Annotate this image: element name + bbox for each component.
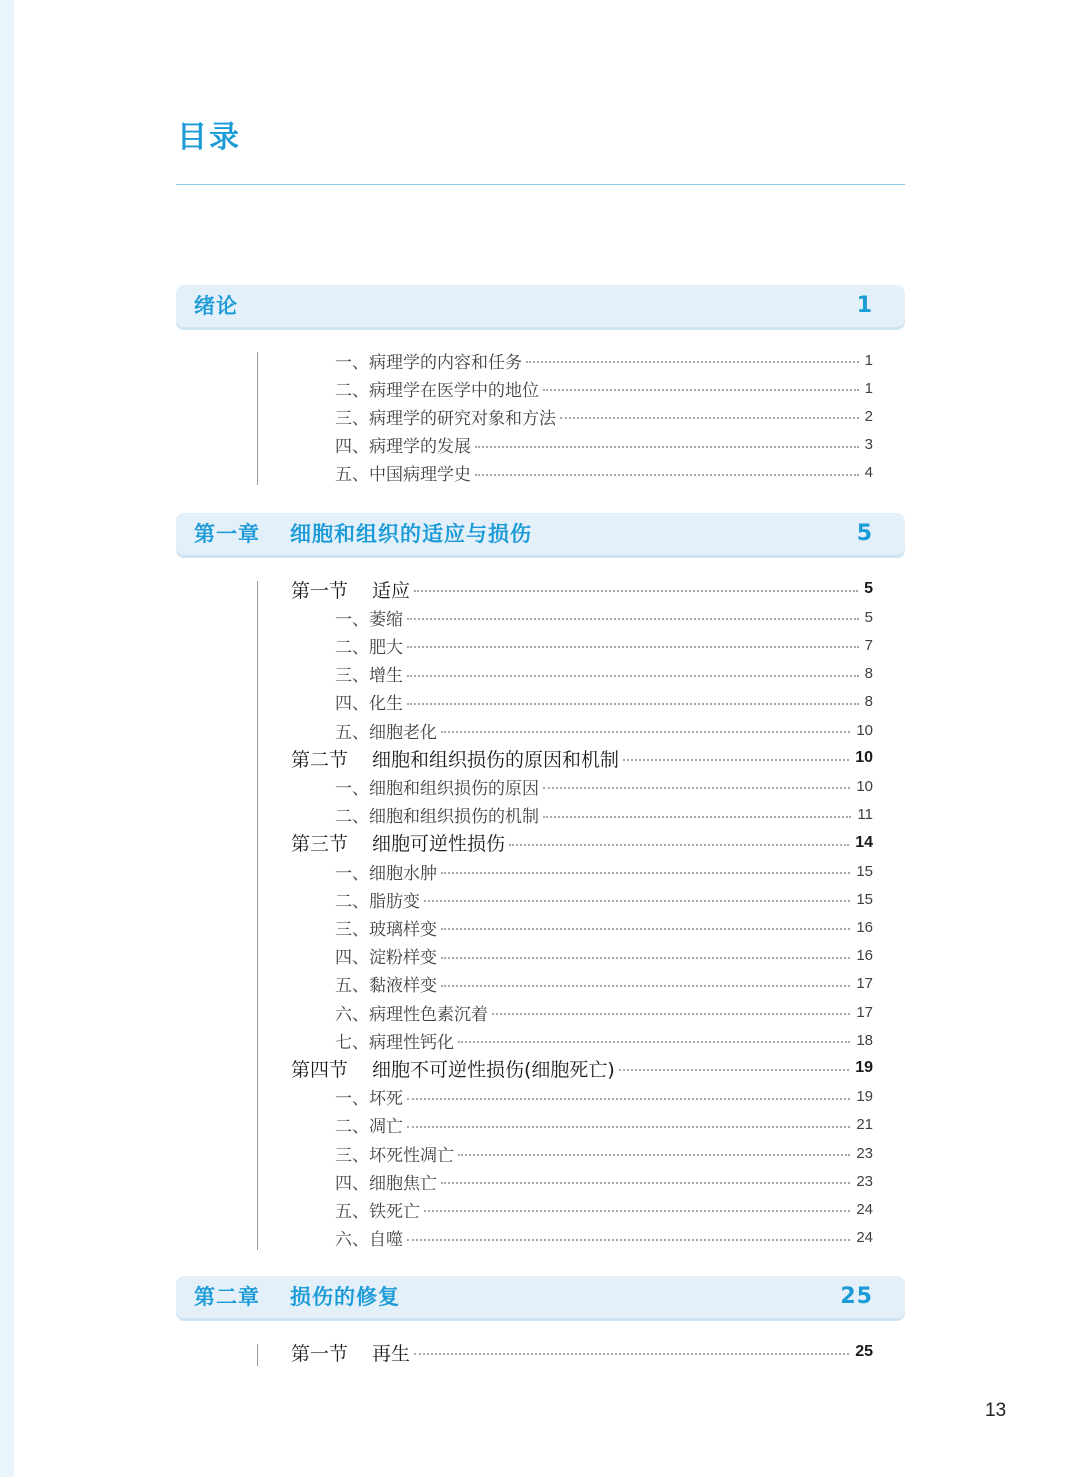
entry-page: 5 <box>864 580 873 597</box>
entry-label: 七、病理性钙化 <box>335 1032 454 1053</box>
toc-item-entry[interactable] <box>335 633 873 657</box>
dot-leader <box>424 1210 850 1212</box>
dot-leader <box>441 928 850 930</box>
entry-page: 15 <box>856 890 873 908</box>
section-number: 第二节 <box>291 748 349 771</box>
entry-page: 4 <box>864 464 873 482</box>
toc-item-entry[interactable] <box>335 1085 873 1109</box>
dot-leader <box>424 900 850 902</box>
entry-page: 25 <box>855 1343 873 1360</box>
toc-item-entry[interactable] <box>335 348 873 372</box>
section-title: 细胞可逆性损伤 <box>372 833 506 856</box>
entry-page: 18 <box>856 1031 873 1049</box>
chapter-heading[interactable] <box>176 1276 905 1318</box>
entry-label: 四、细胞焦亡 <box>335 1173 437 1194</box>
entry-label: 四、病理学的发展 <box>335 437 471 458</box>
entry-label <box>291 576 410 603</box>
entry-label <box>291 1339 410 1366</box>
entry-page: 5 <box>864 608 873 626</box>
entry-label: 二、肥大 <box>335 637 403 658</box>
dot-leader <box>509 844 849 846</box>
dot-leader <box>441 957 850 959</box>
dot-leader <box>441 1182 850 1184</box>
entry-page: 17 <box>856 1003 873 1021</box>
dot-leader <box>543 787 850 789</box>
toc-item-entry[interactable] <box>335 433 873 457</box>
entry-label: 一、坏死 <box>335 1089 403 1110</box>
entry-page: 7 <box>864 636 873 654</box>
toc-item-entry[interactable] <box>335 1226 873 1250</box>
chapter-number: 第一章 <box>194 522 260 546</box>
dot-leader <box>619 1069 849 1071</box>
entry-label <box>291 829 505 856</box>
dot-leader <box>526 361 859 363</box>
dot-leader <box>623 759 849 761</box>
toc-item-entry[interactable] <box>335 718 873 742</box>
entry-label: 四、化生 <box>335 694 403 715</box>
entry-label <box>291 1055 615 1082</box>
entry-label: 五、铁死亡 <box>335 1201 420 1222</box>
dot-leader <box>458 1041 850 1043</box>
dot-leader <box>475 474 859 476</box>
dot-leader <box>407 1126 850 1128</box>
entry-label: 二、凋亡 <box>335 1117 403 1138</box>
entry-label: 四、淀粉样变 <box>335 948 437 969</box>
entry-label: 五、细胞老化 <box>335 722 437 743</box>
entry-page: 17 <box>856 975 873 993</box>
dot-leader <box>441 872 850 874</box>
entry-page: 23 <box>856 1144 873 1162</box>
entry-label: 三、坏死性凋亡 <box>335 1145 454 1166</box>
entry-label: 五、黏液样变 <box>335 976 437 997</box>
entry-page: 24 <box>856 1200 873 1218</box>
section-title: 适应 <box>372 579 411 602</box>
toc-item-entry[interactable] <box>335 944 873 968</box>
toc-item-entry[interactable] <box>335 1000 873 1024</box>
chapter-number: 第二章 <box>194 1285 260 1309</box>
toc-item-entry[interactable] <box>335 1113 873 1137</box>
toc-item-entry[interactable] <box>335 404 873 428</box>
dot-leader <box>458 1154 850 1156</box>
chapter-title: 损伤的修复 <box>290 1285 400 1309</box>
entry-page: 16 <box>856 947 873 965</box>
toc-item-entry[interactable] <box>335 1197 873 1221</box>
entry-label: 一、病理学的内容和任务 <box>335 352 522 373</box>
section-number: 第三节 <box>291 833 349 856</box>
toc-item-entry[interactable] <box>335 972 873 996</box>
toc-item-entry[interactable] <box>335 376 873 400</box>
title-divider <box>176 184 905 185</box>
entry-page: 21 <box>856 1116 873 1134</box>
entry-label: 三、玻璃样变 <box>335 919 437 940</box>
toc-item-entry[interactable] <box>335 1028 873 1052</box>
entry-label: 五、中国病理学史 <box>335 465 471 486</box>
dot-leader <box>407 646 859 648</box>
entry-label: 二、脂肪变 <box>335 891 420 912</box>
toc-item-entry[interactable] <box>335 662 873 686</box>
entry-page: 11 <box>857 806 873 824</box>
entry-page: 23 <box>856 1172 873 1190</box>
entry-page: 1 <box>864 351 873 369</box>
toc-item-entry[interactable] <box>335 605 873 629</box>
dot-leader <box>492 1013 850 1015</box>
entry-label: 三、增生 <box>335 666 403 687</box>
entry-page: 8 <box>864 693 873 711</box>
toc-section-entry[interactable] <box>291 1054 873 1082</box>
entry-page: 19 <box>855 1059 873 1077</box>
toc-section-entry[interactable] <box>291 575 873 603</box>
toc-item-entry[interactable] <box>335 803 873 827</box>
entry-label: 二、细胞和组织损伤的机制 <box>335 807 539 828</box>
page-number: 13 <box>985 1400 1007 1421</box>
toc-item-entry[interactable] <box>335 859 873 883</box>
entry-page: 14 <box>855 833 873 851</box>
section-number: 第一节 <box>291 579 349 602</box>
toc-item-entry[interactable] <box>335 887 873 911</box>
entry-label: 一、萎缩 <box>335 609 403 630</box>
chapter-heading[interactable] <box>176 513 905 555</box>
entry-page: 3 <box>864 436 873 454</box>
entry-label: 二、病理学在医学中的地位 <box>335 380 539 401</box>
dot-leader <box>441 985 850 987</box>
toc-item-entry[interactable] <box>335 1169 873 1193</box>
chapter-page: 5 <box>856 521 873 546</box>
entry-label: 一、细胞水肿 <box>335 863 437 884</box>
entry-page: 10 <box>856 721 873 739</box>
entry-page: 1 <box>864 379 873 397</box>
chapter-page: 25 <box>840 1284 873 1309</box>
entry-page: 16 <box>856 918 873 936</box>
entry-page: 2 <box>864 407 873 425</box>
entry-page: 24 <box>856 1229 873 1247</box>
dot-leader <box>407 703 859 705</box>
toc-item-entry[interactable] <box>335 461 873 485</box>
toc-item-entry[interactable] <box>335 915 873 939</box>
entry-label: 六、病理性色素沉着 <box>335 1004 488 1025</box>
toc-section-entry[interactable] <box>291 744 873 772</box>
entry-page: 10 <box>856 777 873 795</box>
section-title: 再生 <box>372 1342 411 1365</box>
dot-leader <box>407 1239 850 1241</box>
chapter-title: 细胞和组织的适应与损伤 <box>290 522 532 546</box>
chapter-entries-rule <box>257 581 258 1250</box>
entry-page: 15 <box>856 862 873 880</box>
chapter-entries-rule <box>257 352 258 485</box>
dot-leader <box>475 446 859 448</box>
chapter-page: 1 <box>856 293 873 318</box>
entry-label: 三、病理学的研究对象和方法 <box>335 408 556 429</box>
left-margin-strip <box>0 0 14 1477</box>
chapter-heading[interactable] <box>176 285 905 327</box>
entry-label: 六、自噬 <box>335 1230 403 1251</box>
dot-leader <box>407 618 859 620</box>
dot-leader <box>543 389 859 391</box>
page-title: 目录 <box>177 120 241 155</box>
dot-leader <box>441 731 850 733</box>
toc-section-entry[interactable] <box>291 829 873 857</box>
entry-page: 8 <box>864 665 873 683</box>
section-title: 细胞和组织损伤的原因和机制 <box>372 748 620 771</box>
chapter-entries-rule <box>257 1344 258 1366</box>
dot-leader <box>407 675 859 677</box>
toc-item-entry[interactable] <box>335 1141 873 1165</box>
dot-leader <box>414 590 858 592</box>
section-number: 第一节 <box>291 1342 349 1365</box>
entry-page: 10 <box>855 749 873 767</box>
dot-leader <box>407 1098 850 1100</box>
dot-leader <box>414 1353 849 1355</box>
entry-page: 19 <box>856 1088 873 1106</box>
dot-leader <box>543 816 851 818</box>
section-number: 第四节 <box>291 1058 349 1081</box>
toc-item-entry[interactable] <box>335 690 873 714</box>
entry-label: 一、细胞和组织损伤的原因 <box>335 778 539 799</box>
section-title: 细胞不可逆性损伤(细胞死亡) <box>372 1058 615 1081</box>
toc-section-entry[interactable] <box>291 1338 873 1366</box>
chapter-title: 绪论 <box>194 294 238 318</box>
entry-label <box>291 745 619 772</box>
toc-item-entry[interactable] <box>335 774 873 798</box>
dot-leader <box>560 417 859 419</box>
